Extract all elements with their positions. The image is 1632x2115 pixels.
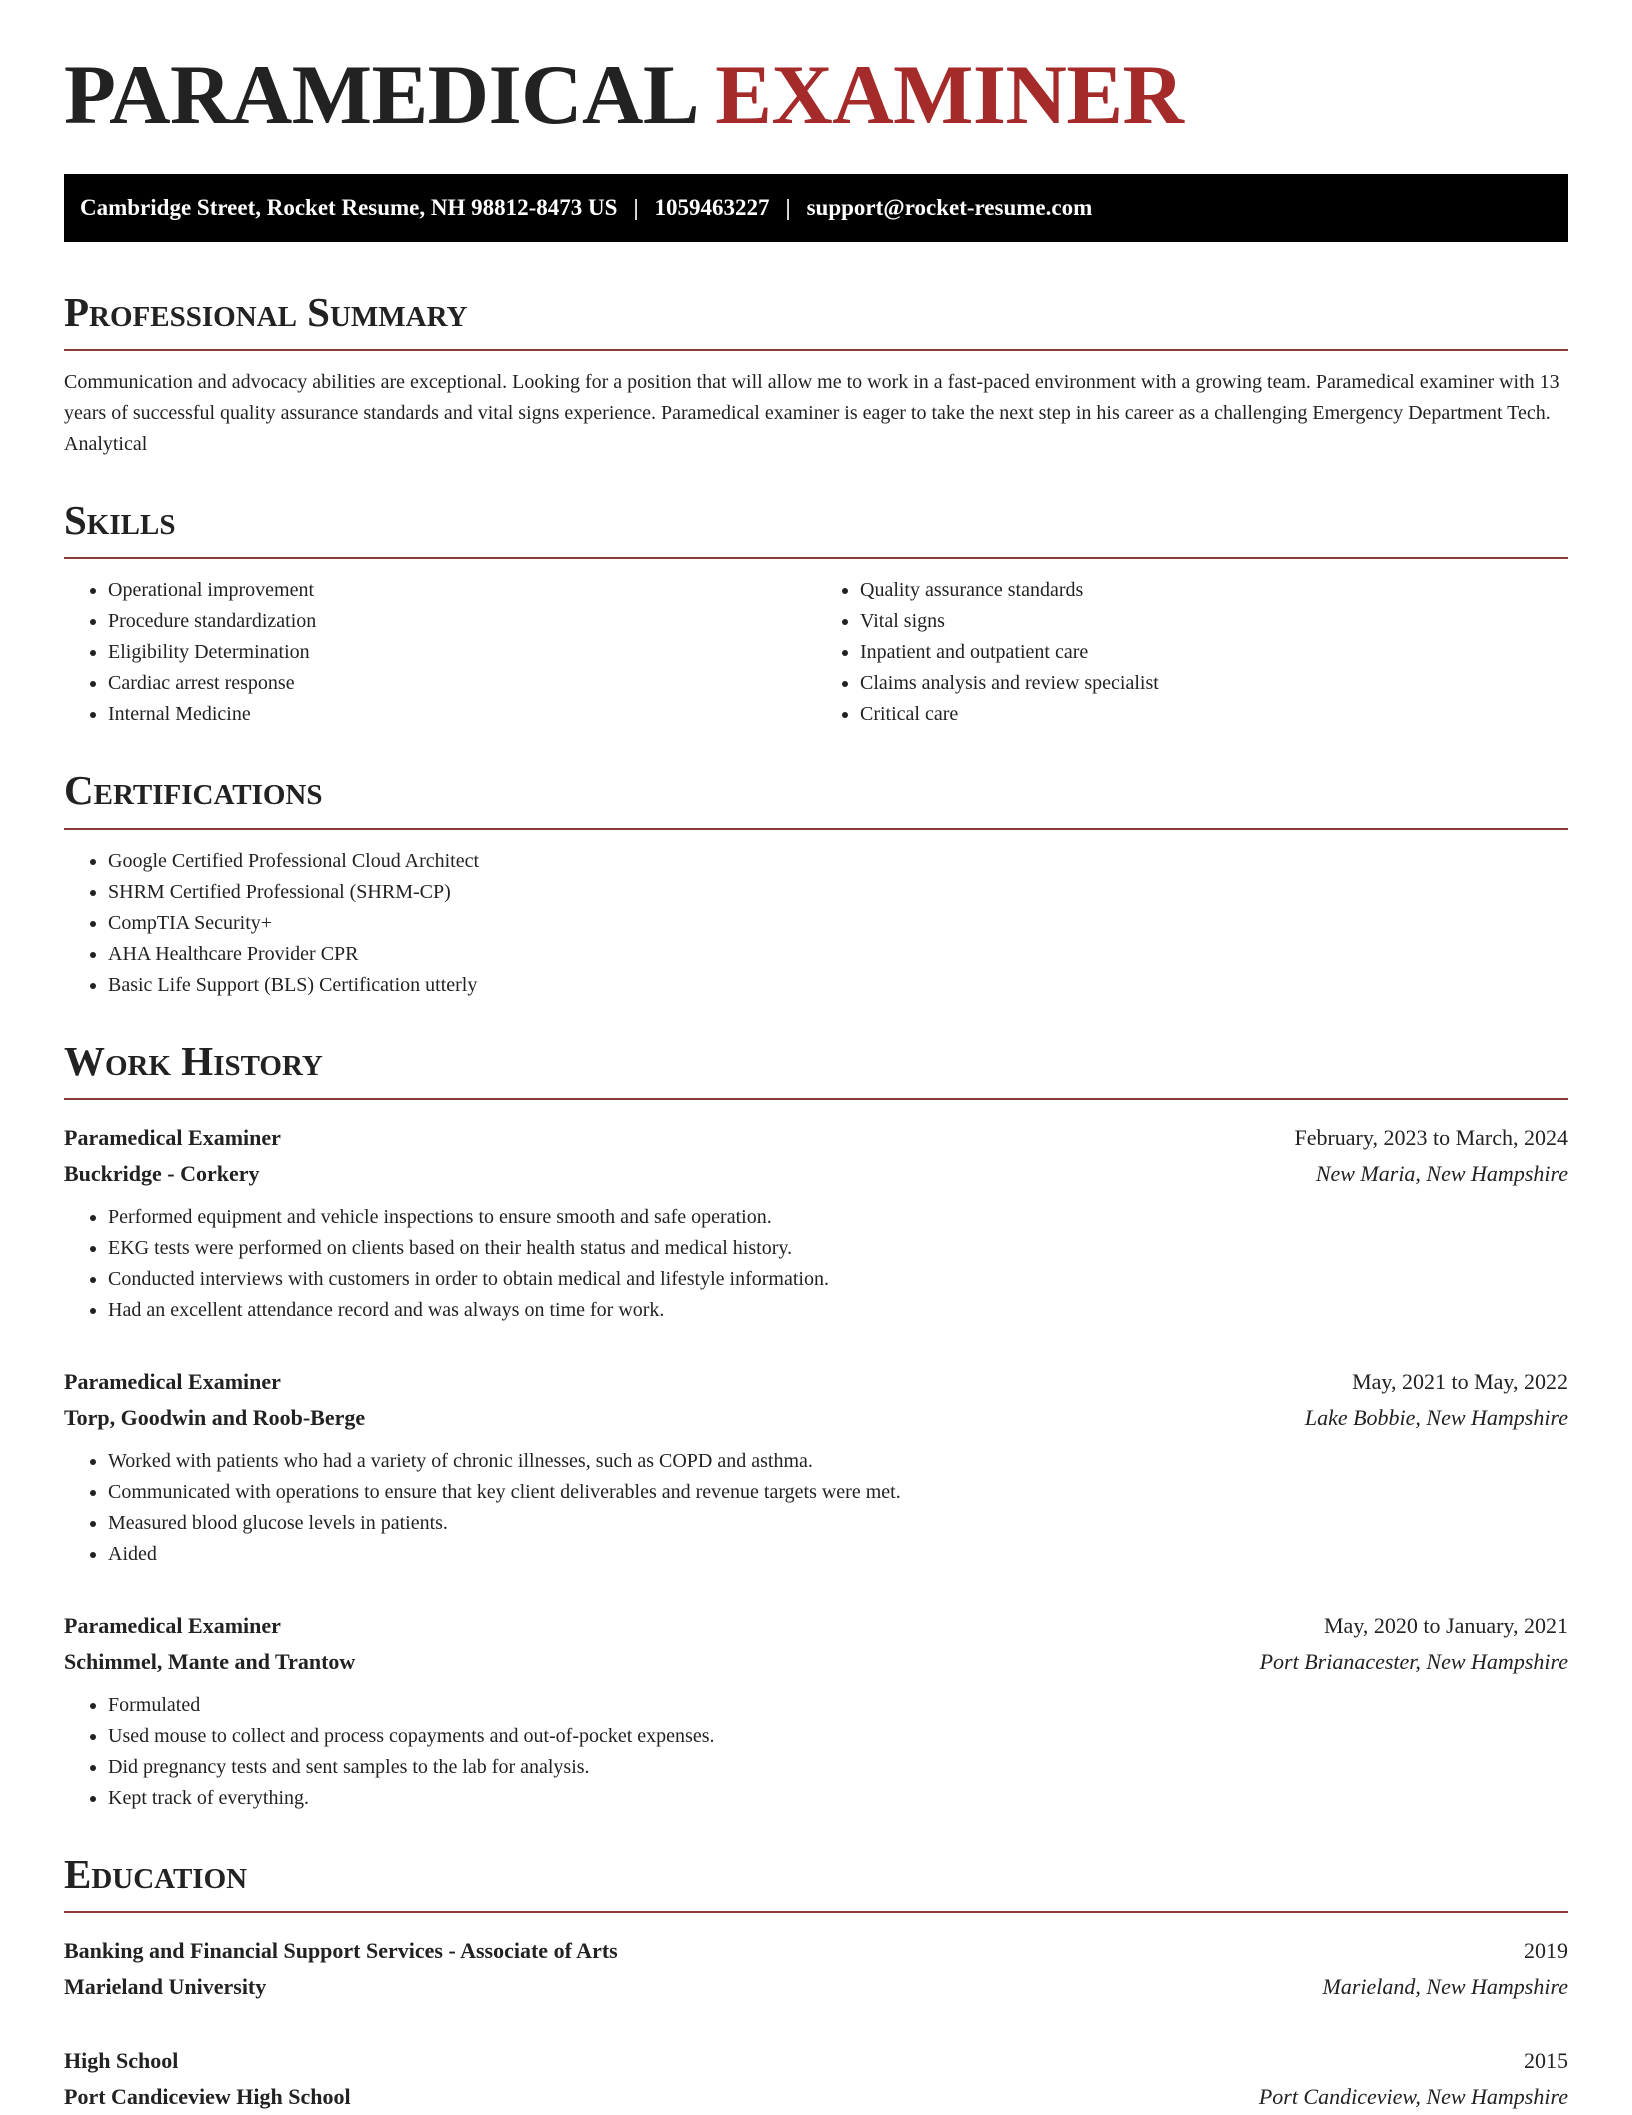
job-bullet: • Kept track of everything. <box>108 1783 1568 1814</box>
education-school: Marieland University <box>64 1973 267 1999</box>
section-divider <box>64 1098 1568 1100</box>
education-title: Education <box>64 1850 248 1897</box>
contact-separator: | <box>633 195 639 220</box>
certifications-section <box>64 766 1568 1000</box>
job-entry <box>64 1364 1568 1570</box>
job-role: Paramedical Examiner <box>64 1124 281 1150</box>
job-bullet: • Worked with patients who had a variety of chronic illnesses, such as COPD and asthma. <box>108 1446 1568 1477</box>
skills-list-left <box>64 575 816 730</box>
job-dates: May, 2021 to May, 2022 <box>1352 1368 1568 1394</box>
education-location: Port Candiceview, New Hampshire <box>1258 2083 1568 2109</box>
job-entry <box>64 1120 1568 1326</box>
job-bullet: • Performed equipment and vehicle inspections to ensure smooth and safe operation. <box>108 1202 1568 1233</box>
education-section <box>64 1850 1568 2115</box>
section-divider <box>64 1911 1568 1913</box>
job-bullet: • Communicated with operations to ensure that key client deliverables and revenue targets were met. <box>108 1477 1568 1508</box>
skills-grid <box>64 559 1568 730</box>
skill-item: • Internal Medicine <box>108 699 816 730</box>
name-last: EXAMINER <box>715 48 1184 142</box>
skill-item: • Critical care <box>860 699 1568 730</box>
skill-item: • Claims analysis and review specialist <box>860 668 1568 699</box>
contact-bar <box>64 174 1568 242</box>
education-entry <box>64 2043 1568 2115</box>
job-bullet: • Had an excellent attendance record and was always on time for work. <box>108 1295 1568 1326</box>
job-role: Paramedical Examiner <box>64 1612 281 1638</box>
section-divider <box>64 349 1568 351</box>
job-role: Paramedical Examiner <box>64 1368 281 1394</box>
certification-item: • Basic Life Support (BLS) Certification utterly <box>108 970 1568 1001</box>
job-bullets <box>64 1446 1568 1570</box>
job-bullet: • Aided <box>108 1539 1568 1570</box>
section-divider <box>64 828 1568 830</box>
skill-item: • Quality assurance standards <box>860 575 1568 606</box>
job-bullets <box>64 1202 1568 1326</box>
certifications-list <box>64 846 1568 1001</box>
contact-email: support@rocket-resume.com <box>806 195 1093 220</box>
work-history-title: Work History <box>64 1037 323 1084</box>
certification-item: • AHA Healthcare Provider CPR <box>108 939 1568 970</box>
job-bullet: • Measured blood glucose levels in patients. <box>108 1508 1568 1539</box>
job-company: Schimmel, Mante and Trantow <box>64 1648 356 1674</box>
summary-text: Communication and advocacy abilities are exceptional. Looking for a position that will allow me to work in a fast-paced environment with a growing team. Paramedical examiner with 13 years of successful quality assurance standards and vital signs experience. Paramedical examiner is eager to take the next step in his career as a challenging Emergency Department Tech. Analytical <box>64 371 1560 456</box>
certification-item: • CompTIA Security+ <box>108 908 1568 939</box>
job-company: Buckridge - Corkery <box>64 1160 260 1186</box>
education-location: Marieland, New Hampshire <box>1322 1973 1568 1999</box>
education-degree: Banking and Financial Support Services - Associate of Arts <box>64 1937 618 1963</box>
skill-item: • Operational improvement <box>108 575 816 606</box>
job-bullet: • Formulated <box>108 1690 1568 1721</box>
job-location: Port Brianacester, New Hampshire <box>1259 1648 1568 1674</box>
job-bullet: • EKG tests were performed on clients based on their health status and medical history. <box>108 1233 1568 1264</box>
job-entry <box>64 1608 1568 1814</box>
summary-section <box>64 288 1568 460</box>
work-history-section <box>64 1037 1568 1814</box>
job-company: Torp, Goodwin and Roob-Berge <box>64 1404 366 1430</box>
skills-section <box>64 496 1568 730</box>
job-dates: May, 2020 to January, 2021 <box>1324 1612 1568 1638</box>
job-bullet: • Did pregnancy tests and sent samples to the lab for analysis. <box>108 1752 1568 1783</box>
summary-title: Professional Summary <box>64 289 468 335</box>
contact-phone: 1059463227 <box>654 195 770 220</box>
candidate-name <box>64 44 1568 146</box>
job-bullets <box>64 1690 1568 1814</box>
certification-item: • Google Certified Professional Cloud Architect <box>108 846 1568 877</box>
job-location: New Maria, New Hampshire <box>1315 1160 1568 1186</box>
skills-list-right <box>816 575 1568 730</box>
skill-item: • Vital signs <box>860 606 1568 637</box>
contact-separator: | <box>785 195 791 220</box>
skill-item: • Inpatient and outpatient care <box>860 637 1568 668</box>
certifications-title: Certifications <box>64 767 323 814</box>
education-degree: High School <box>64 2047 179 2073</box>
skill-item: • Cardiac arrest response <box>108 668 816 699</box>
education-school: Port Candiceview High School <box>64 2083 351 2109</box>
job-bullet: • Used mouse to collect and process copayments and out-of-pocket expenses. <box>108 1721 1568 1752</box>
education-year: 2019 <box>1524 1937 1568 1963</box>
job-dates: February, 2023 to March, 2024 <box>1294 1124 1568 1150</box>
certification-item: • SHRM Certified Professional (SHRM-CP) <box>108 877 1568 908</box>
skills-title: Skills <box>64 497 176 544</box>
job-location: Lake Bobbie, New Hampshire <box>1304 1404 1568 1430</box>
skill-item: • Eligibility Determination <box>108 637 816 668</box>
contact-address: Cambridge Street, Rocket Resume, NH 98812-8473 US <box>80 195 618 220</box>
education-year: 2015 <box>1524 2047 1568 2073</box>
skill-item: • Procedure standardization <box>108 606 816 637</box>
name-first: PARAMEDICAL <box>64 48 695 142</box>
education-entry <box>64 1933 1568 2005</box>
job-bullet: • Conducted interviews with customers in order to obtain medical and lifestyle information. <box>108 1264 1568 1295</box>
